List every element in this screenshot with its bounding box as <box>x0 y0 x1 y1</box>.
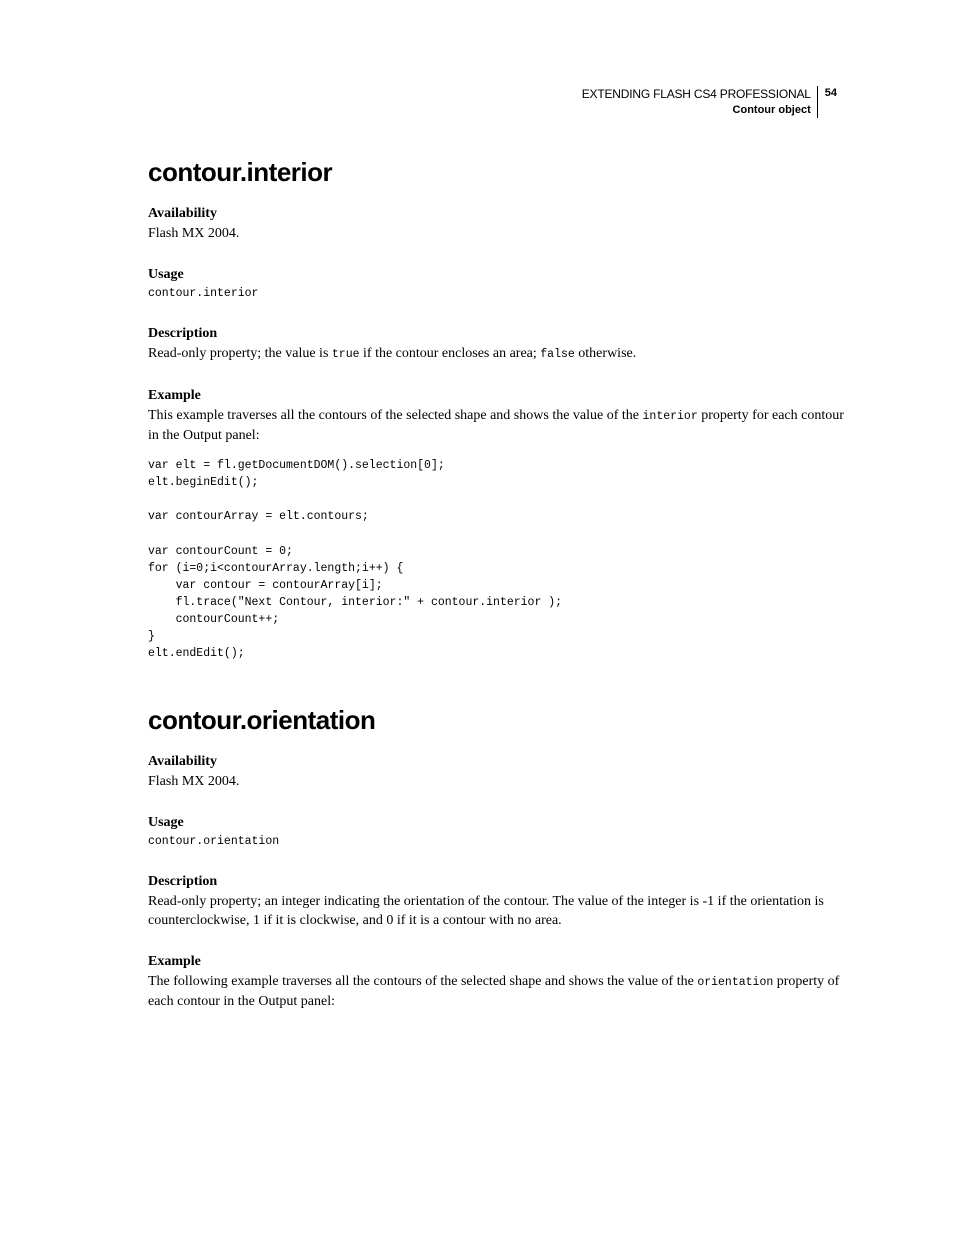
code-line: contourCount++; <box>148 612 280 626</box>
availability-text: Flash MX 2004. <box>148 774 240 790</box>
book-title: EXTENDING FLASH CS4 PROFESSIONAL <box>581 87 811 101</box>
page-number: 54 <box>824 87 837 99</box>
code-line: elt.endEdit(); <box>148 647 245 661</box>
code-line: var contour = contourArray[i]; <box>148 578 383 592</box>
code-line: var contourArray = elt.contours; <box>148 510 369 524</box>
code-line: for (i=0;i<contourArray.length;i++) { <box>148 561 404 575</box>
usage-code: contour.orientation <box>148 835 280 849</box>
section-title: Contour object <box>732 104 811 116</box>
section-contour-orientation <box>148 698 848 1011</box>
code-line: } <box>148 630 155 644</box>
example-text <box>148 406 848 445</box>
description-text: Read-only property; an integer indicating the orientation of the contour. The value of the integer is -1 if the orientation is counterclockwise, 1 if it is clockwise, and 0 if it is a contour with no area. <box>148 894 824 929</box>
example-heading: Example <box>148 388 201 404</box>
section-heading-orientation: contour.orientation <box>148 705 376 736</box>
example-text <box>148 972 848 1011</box>
example-text-part: property of each contour in the Output panel: <box>148 974 840 1010</box>
section-heading-interior: contour.interior <box>148 157 333 187</box>
example-text-part: The following example traverses all the contours of the selected shape and shows the value of the <box>148 974 698 990</box>
example-heading: Example <box>148 954 201 970</box>
example-text-part: This example traverses all the contours of the selected shape and shows the value of the <box>148 408 643 424</box>
availability-heading: Availability <box>148 206 217 221</box>
example-text-part: property for each contour in the Output panel: <box>148 408 844 444</box>
running-header <box>582 86 837 118</box>
description-heading: Description <box>148 326 218 342</box>
code-block <box>148 457 848 662</box>
usage-code: contour.interior <box>148 287 259 300</box>
inline-code-interior: interior <box>642 410 698 424</box>
availability-text: Flash MX 2004. <box>148 226 240 241</box>
inline-code-true: true <box>331 348 360 362</box>
code-line: elt.beginEdit(); <box>148 476 259 490</box>
usage-heading: Usage <box>148 815 184 831</box>
availability-heading: Availability <box>148 754 217 770</box>
running-header-titles <box>582 86 818 118</box>
code-line: var contourCount = 0; <box>148 544 293 558</box>
code-line: var elt = fl.getDocumentDOM().selection[0]; <box>148 459 445 473</box>
description-text <box>148 344 848 364</box>
description-text-part: otherwise. <box>574 346 637 362</box>
description-heading: Description <box>148 874 218 890</box>
section-contour-interior <box>148 150 848 662</box>
code-line: fl.trace("Next Contour, interior:" + contour.interior ); <box>148 595 563 609</box>
usage-heading: Usage <box>148 267 184 282</box>
code-line <box>148 525 848 542</box>
page-content <box>148 150 848 1011</box>
code-line <box>148 491 848 508</box>
description-text-part: Read-only property; the value is <box>148 346 332 362</box>
inline-code-false: false <box>540 348 575 362</box>
inline-code-orientation: orientation <box>697 976 774 990</box>
description-text-part: if the contour encloses an area; <box>359 346 541 362</box>
